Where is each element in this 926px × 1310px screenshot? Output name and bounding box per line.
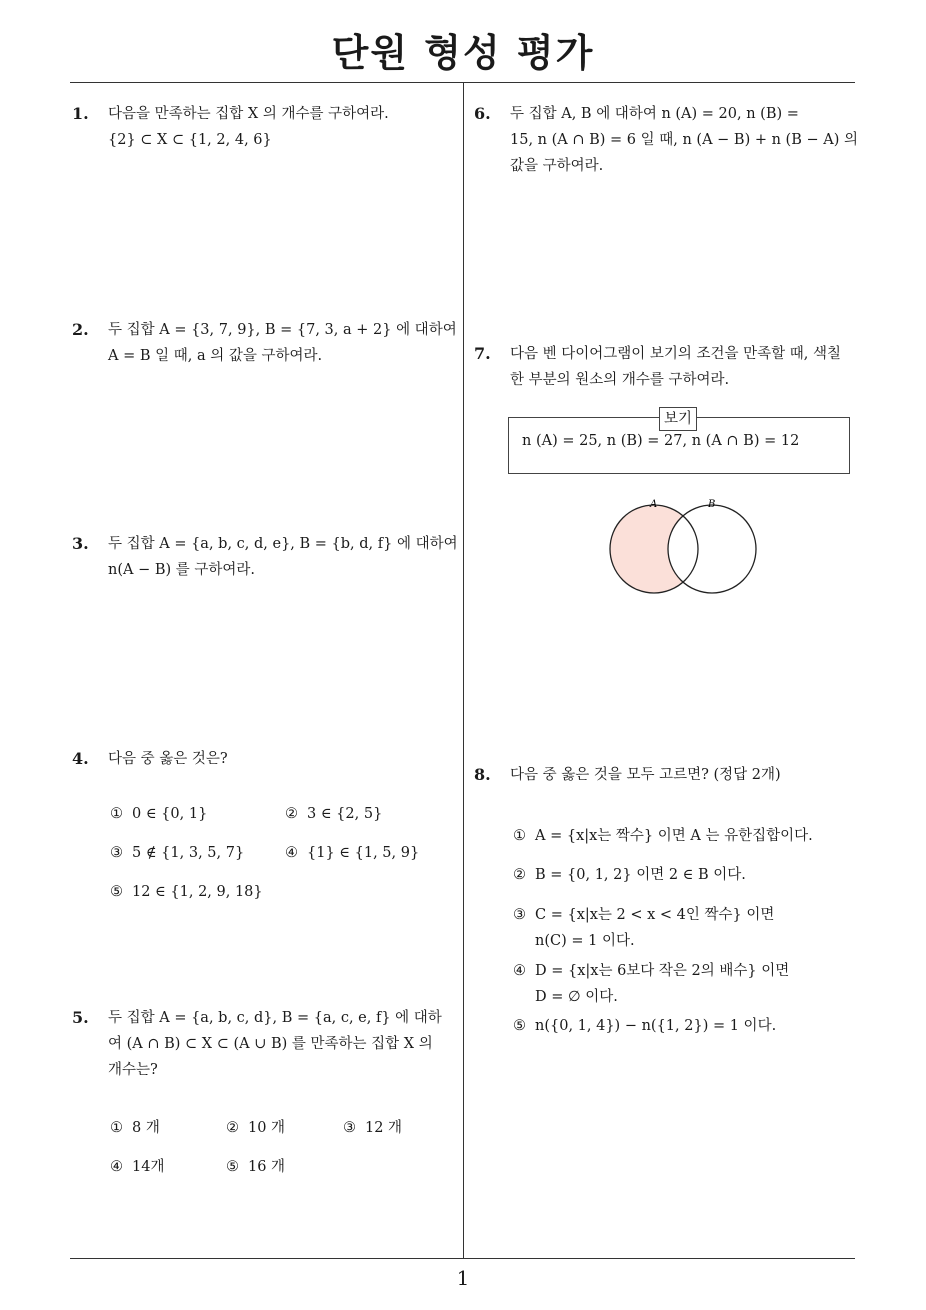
question-condition: {2} ⊂ X ⊂ {1, 2, 4, 6} <box>108 132 272 148</box>
option-mark: ③ <box>343 1120 356 1136</box>
answer-option-1[interactable] <box>513 824 813 845</box>
answer-option-2[interactable] <box>226 1116 285 1137</box>
venn-label-a: A <box>650 499 658 510</box>
option-text: 0 ∈ {0, 1} <box>132 806 208 822</box>
option-text-continued: n(C) = 1 이다. <box>535 933 635 949</box>
bottom-rule <box>70 1258 855 1259</box>
question-number: 6. <box>474 104 491 123</box>
question-text: 두 집합 A = {a, b, c, d}, B = {a, c, e, f} 에 대하 <box>108 1010 442 1026</box>
option-mark: ⑤ <box>110 884 123 900</box>
question-text: n(A − B) 를 구하여라. <box>108 562 256 578</box>
question-8 <box>474 762 858 788</box>
option-text: n({0, 1, 4}) − n({1, 2}) = 1 이다. <box>535 1018 777 1034</box>
option-text: 10 개 <box>248 1120 286 1136</box>
question-text: 한 부분의 원소의 개수를 구하여라. <box>510 372 730 388</box>
option-mark: ① <box>110 1120 123 1136</box>
question-text: A = B 일 때, a 의 값을 구하여라. <box>108 348 323 364</box>
question-5 <box>72 1005 454 1083</box>
venn-diagram <box>600 495 770 600</box>
answer-option-1[interactable] <box>110 806 207 822</box>
option-mark: ③ <box>110 845 123 861</box>
condition-box-label: 보기 <box>659 407 697 431</box>
option-mark: ② <box>513 867 526 883</box>
question-3 <box>72 531 458 583</box>
question-number: 8. <box>474 765 491 784</box>
question-6 <box>474 101 858 179</box>
page-title: 단원 형성 평가 <box>331 31 595 75</box>
question-text: 다음 중 옳은 것을 모두 고르면? (정답 2개) <box>510 767 781 783</box>
option-mark: ① <box>513 828 526 844</box>
question-text: 다음 벤 다이어그램이 보기의 조건을 만족할 때, 색칠 <box>510 346 842 362</box>
option-text: 12 개 <box>365 1120 403 1136</box>
option-text: 8 개 <box>132 1120 160 1136</box>
question-text: 값을 구하여라. <box>510 158 604 174</box>
answer-option-3[interactable] <box>513 902 774 954</box>
option-mark: ② <box>285 806 298 822</box>
question-text: 여 (A ∩ B) ⊂ X ⊂ (A ∪ B) 를 만족하는 집합 X 의 <box>108 1036 433 1052</box>
answer-option-5[interactable] <box>110 884 263 900</box>
question-text: 다음 중 옳은 것은? <box>108 751 228 767</box>
question-number: 2. <box>72 320 89 339</box>
question-2 <box>72 317 457 369</box>
option-mark: ① <box>110 806 123 822</box>
answer-option-3[interactable] <box>343 1116 402 1137</box>
answer-option-4[interactable] <box>110 1155 164 1176</box>
question-text: 15, n (A ∩ B) = 6 일 때, n (A − B) + n (B − A) 의 <box>510 132 858 148</box>
question-number: 7. <box>474 344 491 363</box>
option-text: {1} ∈ {1, 5, 9} <box>307 845 420 861</box>
question-4 <box>72 746 454 772</box>
answer-option-2[interactable] <box>285 806 382 822</box>
question-text: 두 집합 A = {a, b, c, d, e}, B = {b, d, f} 에 대하여 <box>108 536 458 552</box>
answer-option-5[interactable] <box>226 1155 285 1176</box>
option-text: A = {x|x는 짝수} 이면 A 는 유한집합이다. <box>535 828 813 844</box>
answer-option-2[interactable] <box>513 863 746 884</box>
option-mark: ⑤ <box>226 1159 239 1175</box>
option-mark: ④ <box>513 963 526 979</box>
question-text: 두 집합 A = {3, 7, 9}, B = {7, 3, a + 2} 에 대하여 <box>108 322 457 338</box>
question-number: 1. <box>72 104 89 123</box>
option-mark: ③ <box>513 907 526 923</box>
question-text: 개수는? <box>108 1062 158 1078</box>
option-text: 12 ∈ {1, 2, 9, 18} <box>132 884 263 900</box>
option-text: C = {x|x는 2 < x < 4인 짝수} 이면 <box>535 907 775 923</box>
answer-option-3[interactable] <box>110 845 244 861</box>
condition-text: n (A) = 25, n (B) = 27, n (A ∩ B) = 12 <box>522 433 800 449</box>
question-number: 5. <box>72 1008 89 1027</box>
option-mark: ② <box>226 1120 239 1136</box>
question-7 <box>474 341 858 393</box>
question-number: 3. <box>72 534 89 553</box>
answer-option-4[interactable] <box>513 958 789 1010</box>
question-number: 4. <box>72 749 89 768</box>
option-text: 5 ∉ {1, 3, 5, 7} <box>132 845 245 861</box>
option-text: 3 ∈ {2, 5} <box>307 806 383 822</box>
answer-option-4[interactable] <box>285 845 419 861</box>
option-text-continued: D = ∅ 이다. <box>535 989 618 1005</box>
question-1 <box>72 101 454 153</box>
option-text: B = {0, 1, 2} 이면 2 ∈ B 이다. <box>535 867 746 883</box>
option-mark: ④ <box>110 1159 123 1175</box>
option-text: 14개 <box>132 1159 165 1175</box>
option-mark: ⑤ <box>513 1018 526 1034</box>
question-text: 다음을 만족하는 집합 X 의 개수를 구하여라. <box>108 106 389 122</box>
option-text: 16 개 <box>248 1159 286 1175</box>
question-text: 두 집합 A, B 에 대하여 n (A) = 20, n (B) = <box>510 106 799 122</box>
column-divider <box>463 83 464 1258</box>
option-mark: ④ <box>285 845 298 861</box>
answer-option-1[interactable] <box>110 1116 160 1137</box>
option-text: D = {x|x는 6보다 작은 2의 배수} 이면 <box>535 963 790 979</box>
page-number: 1 <box>456 1266 470 1290</box>
venn-label-b: B <box>708 499 716 510</box>
answer-option-5[interactable] <box>513 1014 776 1035</box>
